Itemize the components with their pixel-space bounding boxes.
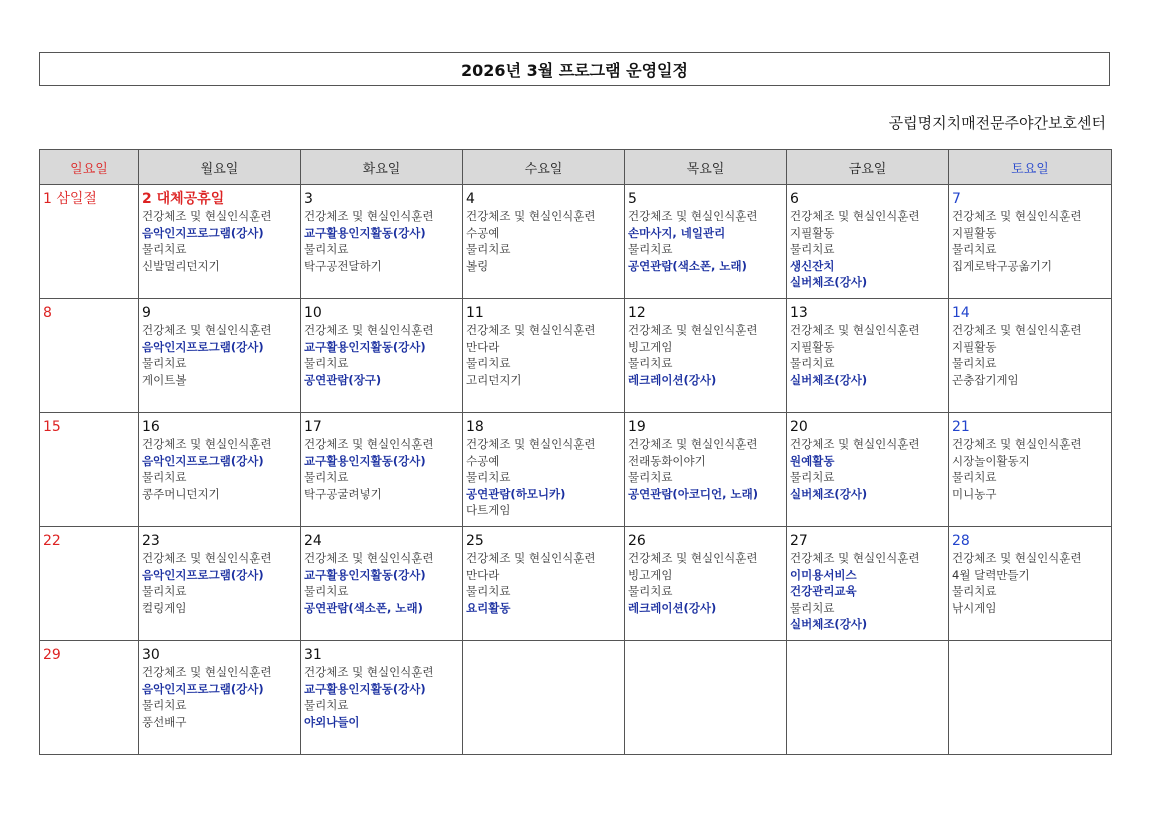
activity-item: 요리활동: [466, 600, 511, 615]
activity-item: 물리치료: [790, 242, 835, 256]
activity-item: 전래동화이야기: [628, 453, 706, 468]
activity-item: 음악인지프로그램(강사): [142, 339, 264, 354]
activity-item: 물리치료: [952, 356, 997, 370]
activity-item: 건강체조 및 현실인식훈련: [628, 551, 758, 565]
activity-item: 건강체조 및 현실인식훈련: [952, 437, 1082, 451]
activity-item: 빙고게임: [628, 339, 673, 354]
activity-item: 음악인지프로그램(강사): [142, 681, 264, 696]
activity-item: 신발멀리던지기: [142, 258, 220, 273]
schedule-title: 2026년 3월 프로그램 운영일정: [39, 52, 1110, 86]
day-number: 17: [304, 419, 322, 435]
day-number: 27: [790, 533, 808, 549]
activity-item: 집게로탁구공옮기기: [952, 258, 1052, 273]
day-number: 15: [43, 419, 61, 435]
activity-item: 지필활동: [790, 339, 835, 354]
activity-item: 물리치료: [304, 242, 349, 256]
activity-item: 건강체조 및 현실인식훈련: [466, 551, 596, 565]
activity-item: 컬링게임: [142, 600, 187, 615]
day-number: 31: [304, 647, 322, 663]
activity-item: 만다라: [466, 567, 500, 582]
activity-item: 4월 달력만들기: [952, 567, 1030, 582]
activity-item: 원예활동: [790, 453, 835, 468]
activity-item: 교구활용인지활동(강사): [304, 567, 426, 582]
day-number: 2 대체공휴일: [142, 191, 225, 207]
activity-item: 물리치료: [304, 698, 349, 712]
day-cell: [40, 185, 139, 299]
activity-item: 수공예: [466, 225, 500, 240]
activity-item: 건강체조 및 현실인식훈련: [466, 323, 596, 337]
day-number: 4: [466, 191, 475, 207]
activity-item: 물리치료: [790, 356, 835, 370]
activity-item: 건강체조 및 현실인식훈련: [790, 323, 920, 337]
activity-item: 물리치료: [952, 584, 997, 598]
activity-item: 건강체조 및 현실인식훈련: [142, 437, 272, 451]
day-number: 18: [466, 419, 484, 435]
day-number: 7: [952, 191, 961, 207]
day-cell: [301, 299, 463, 413]
activity-item: 건강체조 및 현실인식훈련: [304, 551, 434, 565]
activity-item: 물리치료: [628, 584, 673, 598]
day-cell: [301, 185, 463, 299]
day-cell: [40, 527, 139, 641]
activity-item: 음악인지프로그램(강사): [142, 567, 264, 582]
activity-item: 실버체조(강사): [790, 372, 868, 387]
day-cell: [139, 641, 301, 755]
activity-item: 건강체조 및 현실인식훈련: [466, 209, 596, 223]
activity-item: 건강체조 및 현실인식훈련: [952, 209, 1082, 223]
activity-item: 레크레이션(강사): [628, 600, 717, 615]
day-number: 8: [43, 305, 52, 321]
activity-item: 다트게임: [466, 503, 511, 517]
day-number: 16: [142, 419, 160, 435]
day-cell: [463, 641, 625, 755]
day-cell: [949, 641, 1112, 755]
day-number: 25: [466, 533, 484, 549]
activity-item: 이미용서비스: [790, 567, 857, 582]
day-cell: [787, 185, 949, 299]
activity-item: 물리치료: [952, 470, 997, 484]
activity-item: 교구활용인지활동(강사): [304, 453, 426, 468]
day-cell: [301, 413, 463, 527]
activity-item: 건강체조 및 현실인식훈련: [466, 437, 596, 451]
activity-item: 건강체조 및 현실인식훈련: [304, 209, 434, 223]
activity-item: 물리치료: [952, 242, 997, 256]
activity-item: 손마사지, 네일관리: [628, 225, 726, 240]
day-number: 3: [304, 191, 313, 207]
activity-item: 빙고게임: [628, 567, 673, 582]
day-number: 28: [952, 533, 970, 549]
day-cell: [949, 299, 1112, 413]
day-number: 23: [142, 533, 160, 549]
day-cell: [949, 527, 1112, 641]
activity-item: 물리치료: [628, 356, 673, 370]
activity-item: 볼링: [466, 258, 489, 273]
day-cell: [787, 299, 949, 413]
activity-item: 낚시게임: [952, 600, 997, 615]
day-number: 24: [304, 533, 322, 549]
day-cell: [40, 299, 139, 413]
day-number: 1 삼일절: [43, 191, 97, 207]
activity-item: 건강체조 및 현실인식훈련: [304, 665, 434, 679]
day-number: 6: [790, 191, 799, 207]
activity-item: 건강체조 및 현실인식훈련: [952, 323, 1082, 337]
day-cell: [625, 641, 787, 755]
day-cell: [787, 527, 949, 641]
activity-item: 물리치료: [142, 470, 187, 484]
day-cell: [949, 413, 1112, 527]
day-cell: [787, 413, 949, 527]
activity-item: 풍선배구: [142, 714, 187, 729]
day-cell: [40, 641, 139, 755]
activity-item: 건강체조 및 현실인식훈련: [790, 551, 920, 565]
activity-item: 생신잔치: [790, 258, 835, 273]
day-cell: [301, 641, 463, 755]
activity-item: 교구활용인지활동(강사): [304, 681, 426, 696]
weekday-header-wed: 수요일: [463, 150, 625, 185]
activity-item: 교구활용인지활동(강사): [304, 225, 426, 240]
day-cell: [463, 299, 625, 413]
day-number: 10: [304, 305, 322, 321]
day-cell: [625, 527, 787, 641]
day-number: 5: [628, 191, 637, 207]
week-row: [40, 413, 1112, 527]
day-cell: [40, 413, 139, 527]
week-row: [40, 185, 1112, 299]
activity-item: 건강체조 및 현실인식훈련: [142, 665, 272, 679]
activity-item: 음악인지프로그램(강사): [142, 453, 264, 468]
activity-item: 게이트볼: [142, 372, 187, 387]
activity-item: 지필활동: [952, 225, 997, 240]
day-cell: [463, 527, 625, 641]
activity-item: 시장놀이활동지: [952, 453, 1030, 468]
activity-item: 물리치료: [142, 584, 187, 598]
activity-item: 물리치료: [628, 470, 673, 484]
activity-item: 물리치료: [466, 470, 511, 484]
activity-item: 공연관람(색소폰, 노래): [304, 600, 423, 615]
day-number: 20: [790, 419, 808, 435]
day-number: 9: [142, 305, 151, 321]
activity-item: 지필활동: [790, 225, 835, 240]
activity-item: 레크레이션(강사): [628, 372, 717, 387]
day-cell: [301, 527, 463, 641]
calendar-body: [40, 185, 1112, 755]
activity-item: 건강체조 및 현실인식훈련: [628, 209, 758, 223]
activity-item: 건강체조 및 현실인식훈련: [628, 437, 758, 451]
weekday-header-mon: 월요일: [139, 150, 301, 185]
activity-item: 야외나들이: [304, 714, 360, 729]
day-cell: [139, 527, 301, 641]
day-number: 13: [790, 305, 808, 321]
activity-item: 만다라: [466, 339, 500, 354]
activity-item: 건강체조 및 현실인식훈련: [142, 551, 272, 565]
activity-item: 물리치료: [466, 242, 511, 256]
day-number: 12: [628, 305, 646, 321]
day-cell: [139, 413, 301, 527]
activity-item: 건강체조 및 현실인식훈련: [304, 323, 434, 337]
day-number: 22: [43, 533, 61, 549]
day-cell: [625, 413, 787, 527]
activity-item: 실버체조(강사): [790, 486, 868, 501]
week-row: [40, 527, 1112, 641]
activity-item: 물리치료: [790, 600, 835, 615]
activity-item: 물리치료: [142, 698, 187, 712]
activity-item: 건강체조 및 현실인식훈련: [790, 209, 920, 223]
day-number: 11: [466, 305, 484, 321]
activity-item: 곤충잡기게임: [952, 372, 1019, 387]
activity-item: 탁구공굴려넣기: [304, 486, 382, 501]
activity-item: 건강체조 및 현실인식훈련: [304, 437, 434, 451]
day-number: 29: [43, 647, 61, 663]
activity-item: 고리던지기: [466, 372, 522, 387]
activity-item: 공연관람(아코디언, 노래): [628, 486, 758, 501]
activity-item: 물리치료: [142, 242, 187, 256]
activity-item: 물리치료: [304, 584, 349, 598]
day-cell: [463, 413, 625, 527]
activity-item: 공연관람(하모니카): [466, 486, 566, 501]
day-cell: [625, 185, 787, 299]
week-row: [40, 641, 1112, 755]
activity-item: 건강체조 및 현실인식훈련: [790, 437, 920, 451]
activity-item: 교구활용인지활동(강사): [304, 339, 426, 354]
activity-item: 물리치료: [142, 356, 187, 370]
day-cell: [787, 641, 949, 755]
activity-item: 공연관람(색소폰, 노래): [628, 258, 747, 273]
day-cell: [625, 299, 787, 413]
weekday-header-sun: 일요일: [40, 150, 139, 185]
weekday-header-fri: 금요일: [787, 150, 949, 185]
activity-item: 건강체조 및 현실인식훈련: [952, 551, 1082, 565]
activity-item: 물리치료: [304, 470, 349, 484]
day-number: 21: [952, 419, 970, 435]
weekday-header-thu: 목요일: [625, 150, 787, 185]
activity-item: 건강관리교육: [790, 584, 857, 598]
activity-item: 공연관람(장구): [304, 372, 382, 387]
day-cell: [463, 185, 625, 299]
activity-item: 건강체조 및 현실인식훈련: [142, 209, 272, 223]
day-cell: [139, 185, 301, 299]
activity-item: 물리치료: [628, 242, 673, 256]
week-row: [40, 299, 1112, 413]
activity-item: 음악인지프로그램(강사): [142, 225, 264, 240]
activity-item: 미니농구: [952, 486, 997, 501]
activity-item: 탁구공전달하기: [304, 258, 382, 273]
weekday-header-sat: 토요일: [949, 150, 1112, 185]
activity-item: 물리치료: [466, 356, 511, 370]
day-number: 26: [628, 533, 646, 549]
day-cell: [139, 299, 301, 413]
weekday-header-tue: 화요일: [301, 150, 463, 185]
activity-item: 지필활동: [952, 339, 997, 354]
activity-item: 건강체조 및 현실인식훈련: [142, 323, 272, 337]
activity-item: 수공예: [466, 453, 500, 468]
activity-item: 물리치료: [466, 584, 511, 598]
activity-item: 콩주머니던지기: [142, 486, 220, 501]
activity-item: 물리치료: [304, 356, 349, 370]
day-number: 14: [952, 305, 970, 321]
weekday-header-row: [40, 150, 1112, 185]
day-number: 30: [142, 647, 160, 663]
day-cell: [949, 185, 1112, 299]
activity-item: 물리치료: [790, 470, 835, 484]
day-number: 19: [628, 419, 646, 435]
calendar-table: [39, 149, 1112, 755]
activity-item: 실버체조(강사): [790, 617, 868, 631]
center-name: 공립명지치매전문주야간보호센터: [888, 114, 1106, 132]
activity-item: 건강체조 및 현실인식훈련: [628, 323, 758, 337]
activity-item: 실버체조(강사): [790, 275, 868, 289]
